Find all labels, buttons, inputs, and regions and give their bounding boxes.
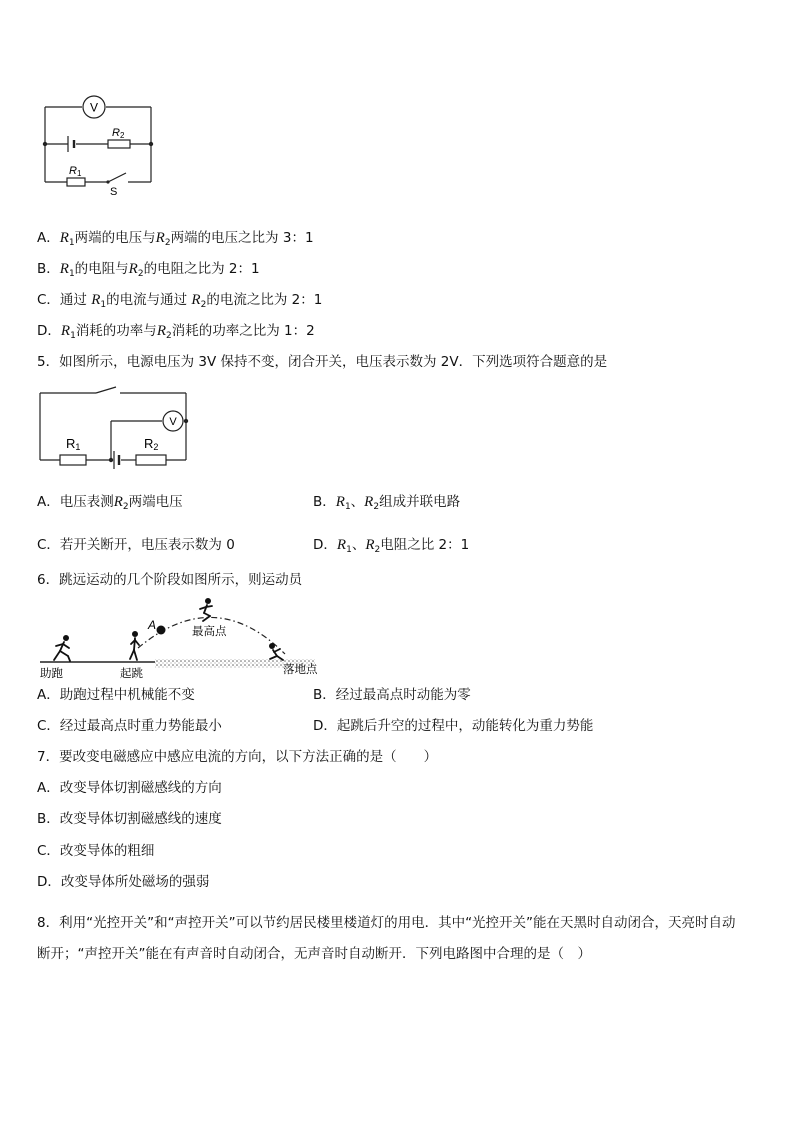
q5-option-b[interactable]: B．$R_1$、$R_2$组成并联电路: [313, 494, 461, 512]
q5-option-a[interactable]: A．电压表测$R_2$两端电压: [37, 494, 183, 512]
run-label: 助跑: [40, 668, 63, 680]
q8-stem-line2: 断开；“声控开关”能在有声音时自动闭合，无声音时自动断开．下列电路图中合理的是（ ）: [37, 946, 591, 962]
switch-label: S: [110, 186, 118, 198]
battery-symbol: [68, 136, 74, 152]
q7-option-c[interactable]: C．改变导体的粗细: [37, 843, 155, 859]
q7-stem: 7．要改变电磁感应中感应电流的方向，以下方法正确的是（ ）: [37, 749, 438, 765]
takeoff-figure: [130, 631, 139, 660]
q5-r2-label: R2: [144, 436, 159, 452]
q7-option-b[interactable]: B．改变导体切割磁感线的速度: [37, 811, 222, 827]
q5-r1-label: R1: [66, 436, 81, 452]
q5-voltmeter-label: V: [169, 416, 177, 428]
q4-option-a[interactable]: A．$R_1$两端的电压与$R_2$两端的电压之比为 3：1: [37, 230, 314, 248]
q5-circuit-diagram: [38, 388, 193, 466]
r1-label: R1: [69, 165, 82, 178]
q4-circuit-diagram: [40, 92, 160, 198]
q6-stem: 6．跳远运动的几个阶段如图所示，则运动员: [37, 572, 303, 588]
q5-stem: 5．如图所示，电源电压为 3V 保持不变，闭合开关，电压表示数为 2V．下列选项符合题意的是: [37, 354, 608, 370]
q4-option-d[interactable]: D．$R_1$消耗的功率与$R_2$消耗的功率之比为 1：2: [37, 323, 315, 341]
point-a-label: A: [148, 618, 157, 632]
q6-long-jump-diagram: [40, 596, 340, 681]
runner-figure: [54, 635, 70, 661]
q8-stem-line1: 8．利用“光控开关”和“声控开关”可以节约居民楼里楼道灯的用电．其中“光控开关”能在天黑时自动闭合，天亮时自动: [37, 915, 736, 931]
q6-option-a[interactable]: A．助跑过程中机械能不变: [37, 687, 195, 703]
q6-option-c[interactable]: C．经过最高点时重力势能最小: [37, 718, 222, 734]
q4-option-b[interactable]: B．$R_1$的电阻与$R_2$的电阻之比为 2：1: [37, 261, 260, 279]
point-a-marker: [157, 626, 166, 635]
takeoff-label: 起跳: [120, 668, 143, 680]
q6-option-d[interactable]: D．起跳后升空的过程中，动能转化为重力势能: [313, 718, 594, 734]
q5-battery-symbol: [114, 451, 119, 469]
q7-option-d[interactable]: D．改变导体所处磁场的强弱: [37, 874, 210, 890]
r2-label: R2: [112, 127, 125, 140]
landing-label: 落地点: [283, 664, 318, 676]
q7-option-a[interactable]: A．改变导体切割磁感线的方向: [37, 780, 222, 796]
q6-option-b[interactable]: B．经过最高点时动能为零: [313, 687, 471, 703]
peak-label: 最高点: [192, 626, 227, 638]
q4-option-c[interactable]: C．通过 $R_1$的电流与通过 $R_2$的电流之比为 2：1: [37, 292, 323, 310]
voltmeter-label: V: [89, 100, 99, 115]
q5-option-c[interactable]: C．若开关断开，电压表示数为 0: [37, 537, 235, 553]
q5-option-d[interactable]: D．$R_1$、$R_2$电阻之比 2：1: [313, 537, 470, 555]
voltmeter-symbol: [83, 96, 105, 118]
q5-voltmeter-symbol: [163, 411, 183, 431]
